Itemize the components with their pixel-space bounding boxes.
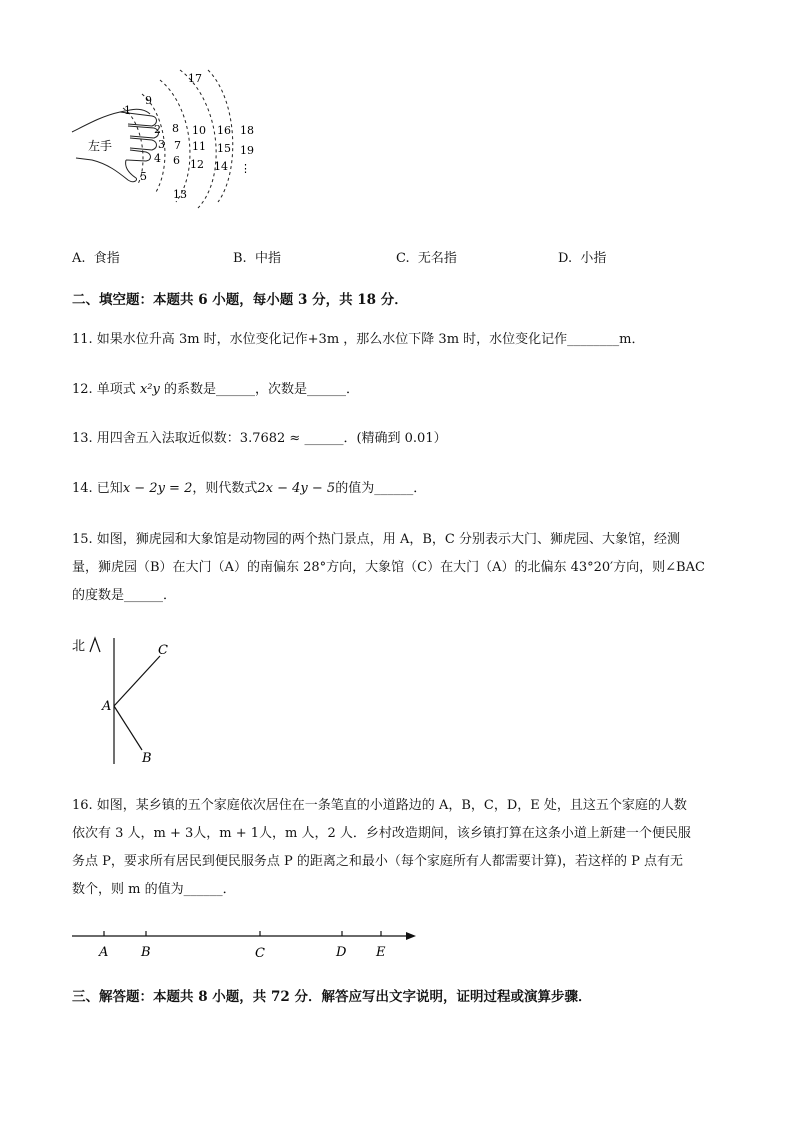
hand-number: 6 [173,154,180,167]
choice-text: 食指 [93,251,120,266]
hand-number: 19 [240,144,254,157]
choice-letter: D. [558,251,573,266]
choice-letter: C. [396,251,410,266]
q14-expression: 2x − 4y − 5 [257,481,336,496]
hand-number: 17 [188,72,202,85]
q14-middle: ，则代数式 [192,481,258,496]
hand-number: 12 [190,158,204,171]
hand-number: 2 [154,123,161,136]
q14-suffix: 的值为______． [335,481,427,496]
choice-a [72,247,120,266]
hand-number: 4 [154,152,161,165]
hand-number: 13 [173,188,187,201]
q15-line: 量，狮虎园（B）在大门（A）的南偏东 28°方向，大象馆（C）在大门（A）的北偏东 43°20′方向，则∠BAC [72,560,705,575]
hand-number: 18 [240,124,254,137]
label-b: B [141,945,151,960]
hand-number: 5 [140,170,147,183]
hand-number: 15 [217,142,231,155]
choice-letter: A. [72,251,86,266]
north-arrow-icon [90,638,100,652]
hand-number: 11 [192,140,206,153]
label-a: A [99,945,109,960]
q16-line: 依次有 3 人，m + 3人，m + 1人，m 人，2 人．乡村改造期间，该乡镇打算在这条小道上新建一个便民服 [72,826,691,841]
question-13: 13. 用四舍五入法取近似数：3.7682 ≈ ______．(精确到 0.01） [72,431,447,446]
hand-number: 1 [124,104,131,117]
q15-line: 15. 如图，狮虎园和大象馆是动物园的两个热门景点，用 A，B，C 分别表示大门、狮虎园、大象馆，经测 [72,532,680,547]
hand-number: 8 [172,122,179,135]
question-11: 11. 如果水位升高 3m 时，水位变化记作+3m ，那么水位下降 3m 时，水位变化记作________m． [72,332,645,347]
question-14 [72,479,426,499]
q14-equation: x − 2y = 2 [122,481,193,496]
hand-number: 16 [217,124,231,137]
choice-b [233,247,281,266]
point-label-b: B [142,751,152,766]
label-c: C [255,946,265,961]
ray-ac [114,656,160,706]
choice-text: 中指 [254,251,281,266]
q12-prefix: 12. 单项式 [72,382,140,397]
choice-letter: B. [233,251,247,266]
q16-line: 数个，则 m 的值为______． [72,882,236,897]
point-label-a: A [102,699,112,714]
hand-label: 左手 [88,139,113,153]
section-heading-answer: 三、解答题：本题共 8 小题，共 72 分．解答应写出文字说明，证明过程或演算步骤． [72,989,592,1005]
arrow-head-icon [406,932,416,940]
q15-line: 的度数是______． [72,588,177,603]
hand-number: 7 [174,139,181,152]
choice-text: 无名指 [417,251,457,266]
q12-suffix: 的系数是______，次数是______． [159,382,359,397]
q12-monomial: x²y [139,382,160,397]
choice-c [396,247,457,266]
figure-16-number-line [68,924,428,966]
ray-ab [114,706,142,750]
choice-text: 小指 [580,251,607,266]
hand-number: ⋮ [240,162,251,175]
choice-d [558,247,606,266]
section-heading-fill-in: 二、填空题：本题共 6 小题，每小题 3 分，共 18 分． [72,292,408,308]
question-16 [72,792,724,904]
question-12 [72,380,359,400]
q16-line: 务点 P，要求所有居民到便民服务点 P 的距离之和最小（每个家庭所有人都需要计算)，若这样的 P 点有无 [72,854,683,869]
label-e: E [376,945,386,960]
point-label-c: C [158,643,168,658]
question-15 [72,526,724,610]
hand-number: 10 [192,124,206,137]
north-label: 北 [72,639,86,654]
hand-figure [68,64,268,209]
hand-number: 14 [214,160,228,173]
hand-number: 3 [158,138,165,151]
q16-line: 16. 如图，某乡镇的五个家庭依次居住在一条笔直的小道路边的 A，B，C，D，E 处，且这五个家庭的人数 [72,798,687,813]
label-d: D [336,945,347,960]
figure-15-direction-diagram [68,630,188,770]
q14-prefix: 14. 已知 [72,481,123,496]
hand-number: 9 [145,94,152,107]
